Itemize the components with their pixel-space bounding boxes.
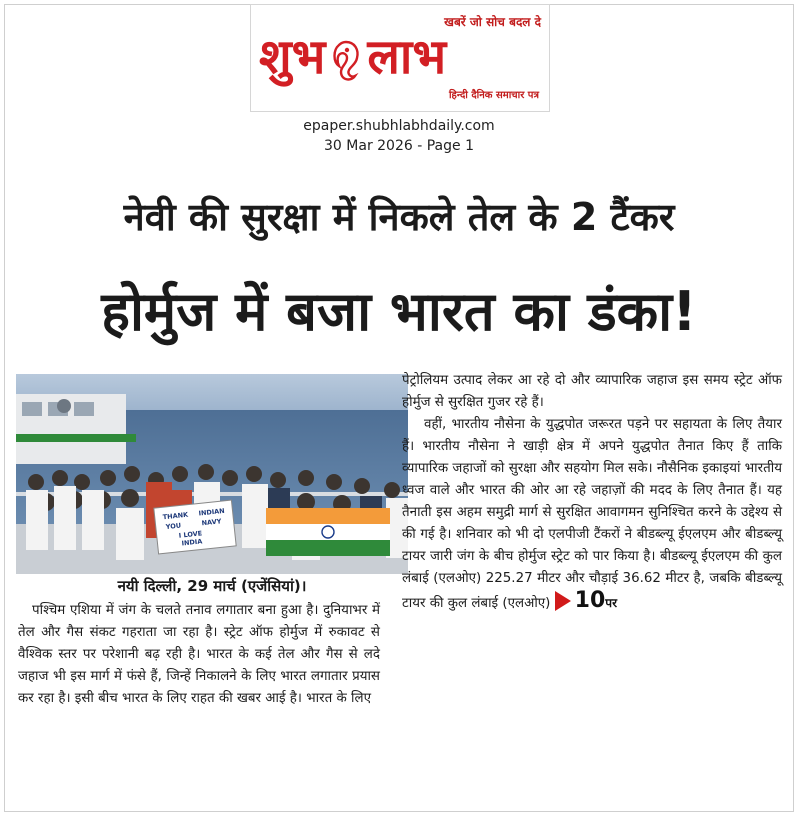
masthead-brand <box>259 27 446 87</box>
continued-on-page-link[interactable] <box>555 588 617 613</box>
article-right-column <box>402 370 782 615</box>
ganesha-icon <box>327 38 365 82</box>
edition-date: 30 Mar 2026 - Page 1 <box>324 138 474 154</box>
main-headline: होर्मुज में बजा भारत का डंका! <box>101 280 697 343</box>
indian-flag-icon <box>266 508 390 556</box>
masthead-subtitle: हिन्दी दैनिक समाचार पत्र <box>448 90 539 101</box>
play-arrow-icon <box>555 591 571 611</box>
banner-text-navy: NAVY <box>201 517 222 528</box>
brand-right-word: लाभ <box>367 29 447 85</box>
article-paragraph: पश्चिम एशिया में जंग के चलते तनाव लगातार बना हुआ है। दुनियाभर में तेल और गैस संकट गहराता जा रहा है। स्ट्रेट ऑफ होर्मुज में रुकावट से वैश्विक स्तर पर परेशानी बढ़ रही है। भारत के कई तेल और गैस से लदे जहाज भी इस मार्ग में फंसे हैं, जिन्हें निकालने के लिए भारत लगातार प्रयास कर रहा है। इसी बीच भारत के लिए राहत की खबर आई है। भारत के लिए <box>18 603 380 706</box>
banner-text-india: INDIA <box>181 537 203 548</box>
article-paragraph <box>402 414 782 615</box>
ship-deck-photo <box>16 374 408 574</box>
masthead-tagline: खबरें जो सोच बदल दे <box>444 15 541 29</box>
brand-left-word: शुभ <box>259 29 326 85</box>
news-photo <box>16 374 408 574</box>
banner-text-ilove: I LOVE <box>178 529 203 540</box>
masthead-logo[interactable] <box>250 4 550 112</box>
article-paragraph: पेट्रोलियम उत्पाद लेकर आ रहे दो और व्यापारिक जहाज इस समय स्ट्रेट ऑफ होर्मुज से सुरक्षित गुजर रहे हैं। <box>402 373 782 410</box>
banner-text-indian: INDIAN <box>198 506 226 518</box>
kicker-headline: नेवी की सुरक्षा में निकले तेल के 2 टैंकर <box>123 195 675 239</box>
banner-text-thank: THANK <box>162 510 189 522</box>
article-left-column <box>18 600 380 710</box>
dateline: नयी दिल्ली, 29 मार्च (एजेंसियां)। <box>117 577 307 595</box>
continued-suffix: पर <box>605 596 618 610</box>
epaper-url[interactable]: epaper.shubhlabhdaily.com <box>303 118 495 134</box>
banner-text-you: YOU <box>165 521 182 532</box>
article-paragraph-text: वहीं, भारतीय नौसेना के युद्धपोत जरूरत पड़ने पर सहायता के लिए तैयार हैं। भारतीय नौसेना ने खाड़ी क्षेत्र में अपने युद्धपोत तैनात किए हैं ताकि व्यापारिक जहाजों को सुरक्षा और सहयोग मिल सके। नौसैनिक इकाइयां भारतीय ध्वज वाले और भारत की ओर आ रहे जहाज़ों की मदद के लिए तैनात हैं। यह तैनाती इस अहम समुद्री मार्ग से सुरक्षित आवागमन सुनिश्चित करने के उद्देश्य से की गई है। शनिवार को भी दो एलपीजी टैंकरों ने बीडब्ल्यू ईएलएम और बीडब्ल्यू टायर जारी जंग के बीच होर्मुज स्ट्रेट को पार किया है। बीडब्ल्यू ईएलएम की कुल लंबाई (एलओए) 225.27 मीटर और चौड़ाई 36.62 मीटर है, जबकि बीडब्ल्यू टायर की कुल लंबाई (एलओए) <box>402 417 782 611</box>
continued-page-number: 10 <box>574 588 606 613</box>
